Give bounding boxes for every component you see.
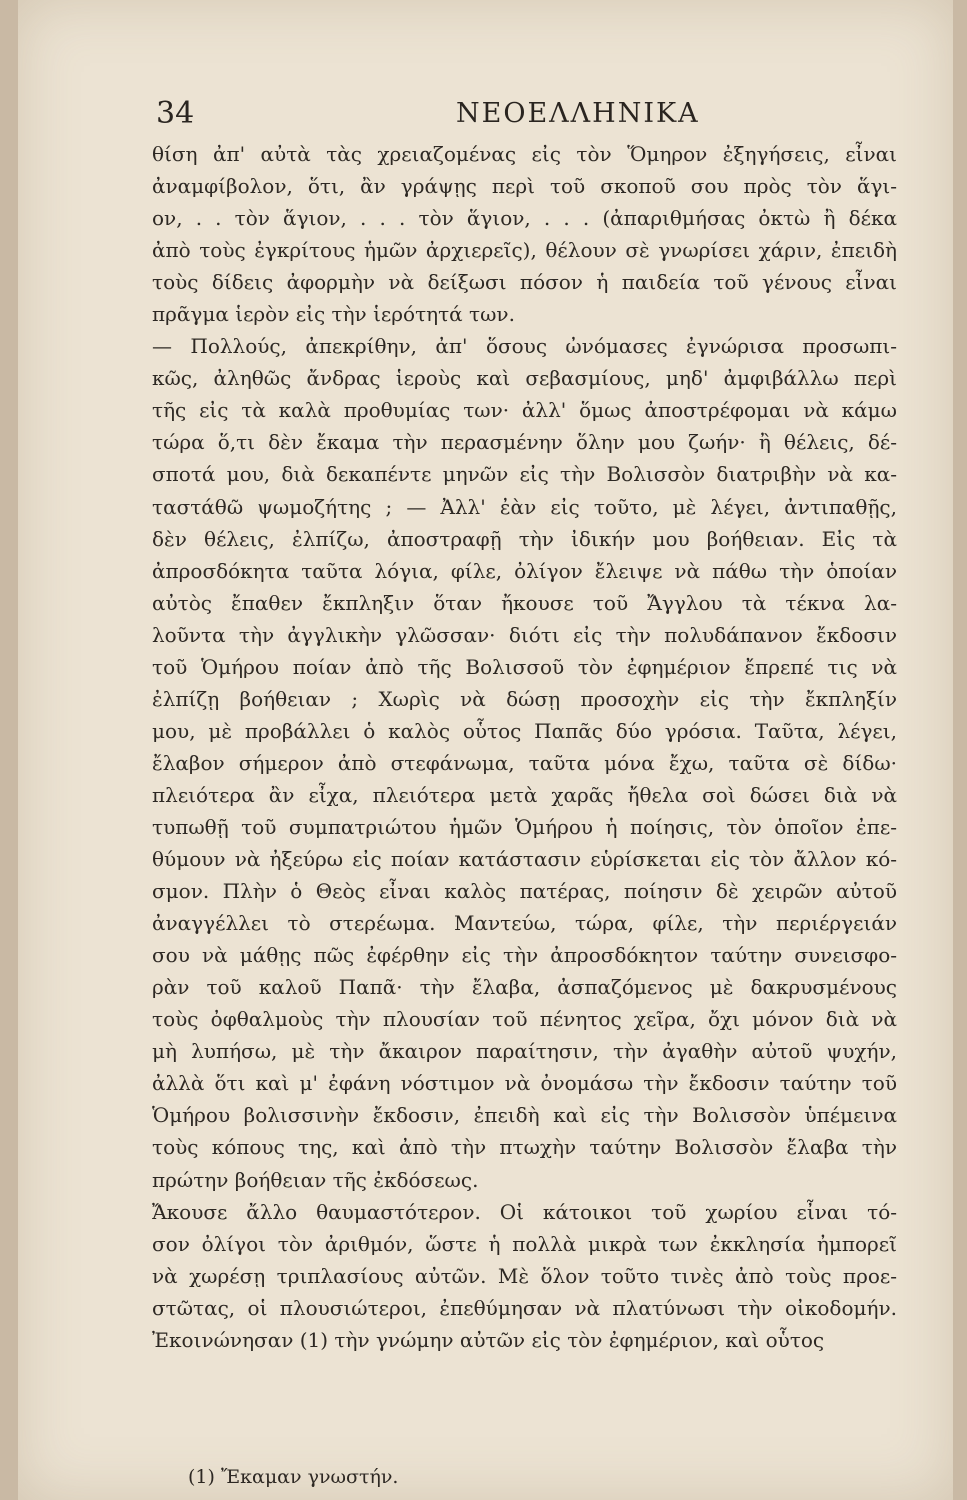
text-line: θίση ἀπ' αὐτὰ τὰς χρειαζομένας εἰς τὸν Ὅμηρον ἐξηγήσεις, εἶναι xyxy=(152,142,897,166)
text-line: αὐτὸς ἔπαθεν ἔκπληξιν ὅταν ἤκουσε τοῦ Ἄγγλου τὰ τέκνα λα- xyxy=(152,590,897,615)
text-line: δὲν θέλεις, ἐλπίζω, ἀποστραφῇ τὴν ἰδικήν μου βοήθειαν. Εἰς τὰ xyxy=(152,526,897,551)
text-line: τοὺς κόπους της, καὶ ἀπὸ τὴν πτωχὴν ταύτην Βολισσὸν ἔλαβα τὴν xyxy=(152,1135,897,1160)
text-line: θύμουν νὰ ἠξεύρω εἰς ποίαν κατάστασιν εὑρίσκεται εἰς τὸν ἄλλον κό- xyxy=(152,847,897,872)
text-line: ἀπροσδόκητα ταῦτα λόγια, φίλε, ὀλίγον ἔλειψε νὰ πάθω τὴν ὁποίαν xyxy=(152,558,897,583)
text-line: ἀναμφίβολον, ὅτι, ἂν γράψῃς περὶ τοῦ σκοποῦ σου πρὸς τὸν ἅγι- xyxy=(152,174,897,199)
text-line: τοὺς δίδεις ἀφορμὴν νὰ δείξωσι πόσον ἡ παιδεία τοῦ γένους εἶναι xyxy=(152,270,897,295)
footnote: (1) Ἔκαμαν γνωστήν. xyxy=(188,1466,399,1488)
text-line: Ὁμήρου βολισσινὴν ἔκδοσιν, ἐπειδὴ καὶ εἰς τὴν Βολισσὸν ὑπέμεινα xyxy=(152,1103,897,1128)
text-line: λοῦντα τὴν ἀγγλικὴν γλῶσσαν· διότι εἰς τὴν πολυδάπανον ἔκδοσιν xyxy=(152,622,897,647)
text-line: τοῦ Ὁμήρου ποίαν ἀπὸ τῆς Βολισσοῦ τὸν ἐφημέριον ἔπρεπέ τις νὰ xyxy=(152,654,897,679)
text-line: ον, . . τὸν ἅγιον, . . . τὸν ἅγιον, . . . (ἀπαριθμήσας ὀκτὼ ἢ δέκα xyxy=(152,206,897,231)
text-line: νὰ χωρέσῃ τριπλασίους αὐτῶν. Μὲ ὅλον τοῦτο τινὲς ἀπὸ τοὺς προε- xyxy=(152,1263,897,1288)
running-title: ΝΕΟΕΛΛΗΝΙΚΑ xyxy=(456,98,700,129)
text-line: ἀλλὰ ὅτι καὶ μ' ἐφάνη νόστιμον νὰ ὀνομάσω τὴν ἔκδοσιν ταύτην τοῦ xyxy=(152,1071,897,1096)
text-line: πρώτην βοήθειαν τῆς ἐκδόσεως. xyxy=(152,1167,479,1192)
text-line: ἐλπίζῃ βοήθειαν ; Χωρὶς νὰ δώσῃ προσοχὴν εἰς τὴν ἔκπληξίν xyxy=(152,686,897,711)
text-line: πρᾶγμα ἱερὸν εἰς τὴν ἱερότητά των. xyxy=(152,302,515,327)
text-line: ἀναγγέλλει τὸ στερέωμα. Μαντεύω, τώρα, φίλε, τὴν περιέργειάν xyxy=(152,911,897,936)
text-line: σποτά μου, διὰ δεκαπέντε μηνῶν εἰς τὴν Βολισσὸν διατριβὴν νὰ κα- xyxy=(152,462,897,487)
text-line: ἔλαβον σήμερον ἀπὸ στεφάνωμα, ταῦτα μόνα ἔχω, ταῦτα σὲ δίδω· xyxy=(152,750,897,775)
text-line: σμον. Πλὴν ὁ Θεὸς εἶναι καλὸς πατέρας, ποίησιν δὲ χειρῶν αὐτοῦ xyxy=(152,879,897,904)
text-line: Ἐκοινώνησαν (1) τὴν γνώμην αὐτῶν εἰς τὸν ἐφημέριον, καὶ οὗτος xyxy=(152,1327,825,1352)
text-line: πλειότερα ἂν εἶχα, πλειότερα μετὰ χαρᾶς ἤθελα σοὶ δώσει διὰ νὰ xyxy=(152,782,897,807)
text-line: ταστάθῶ ψωμοζήτης ; — Ἀλλ' ἐὰν εἰς τοῦτο, μὲ λέγει, ἀντιπαθῇς, xyxy=(152,494,897,519)
page-number: 34 xyxy=(156,96,195,131)
text-line: τῆς εἰς τὰ καλὰ προθυμίας των· ἀλλ' ὅμως ἀποστρέφομαι νὰ κάμω xyxy=(152,398,897,423)
text-line: τυπωθῇ τοῦ συμπατριώτου ἡμῶν Ὁμήρου ἡ ποίησις, τὸν ὁποῖον ἐπε- xyxy=(152,814,897,839)
text-line: μου, μὲ προβάλλει ὁ καλὸς οὗτος Παπᾶς δύο γρόσια. Ταῦτα, λέγει, xyxy=(152,718,897,743)
text-line: ἀπὸ τοὺς ἐγκρίτους ἡμῶν ἀρχιερεῖς), θέλουν σὲ γνωρίσει χάριν, ἐπειδὴ xyxy=(152,238,897,263)
text-line: στῶτας, οἱ πλουσιώτεροι, ἐπεθύμησαν νὰ πλατύνωσι τὴν οἰκοδομήν. xyxy=(152,1295,897,1320)
text-line: μὴ λυπήσω, μὲ τὴν ἄκαιρον παραίτησιν, τὴν ἀγαθὴν αὐτοῦ ψυχήν, xyxy=(152,1039,897,1064)
text-line: σου νὰ μάθῃς πῶς ἐφέρθην εἰς τὴν ἀπροσδόκητον ταύτην συνεισφο- xyxy=(152,943,897,968)
text-line: τώρα ὅ,τι δὲν ἔκαμα τὴν περασμένην ὅλην μου ζωήν· ἢ θέλεις, δέ- xyxy=(152,430,897,455)
text-line: — Πολλούς, ἀπεκρίθην, ἀπ' ὅσους ὠνόμασες ἐγνώρισα προσωπι- xyxy=(152,334,897,359)
text-line: Ἄκουσε ἄλλο θαυμαστότερον. Οἱ κάτοικοι τοῦ χωρίου εἶναι τό- xyxy=(152,1199,897,1224)
main-text-block xyxy=(152,138,912,1458)
text-line: ρὰν τοῦ καλοῦ Παπᾶ· τὴν ἔλαβα, ἀσπαζόμενος μὲ δακρυσμένους xyxy=(152,975,897,1000)
text-line: σον ὀλίγοι τὸν ἀριθμόν, ὥστε ἡ πολλὰ μικρὰ των ἐκκλησία ἠμπορεῖ xyxy=(152,1231,897,1256)
text-line: κῶς, ἀληθῶς ἄνδρας ἱεροὺς καὶ σεβασμίους, μηδ' ἀμφιβάλλω περὶ xyxy=(152,366,897,391)
text-line: τοὺς ὀφθαλμοὺς τὴν πλουσίαν τοῦ πένητος χεῖρα, ὄχι μόνον διὰ νὰ xyxy=(152,1007,897,1032)
